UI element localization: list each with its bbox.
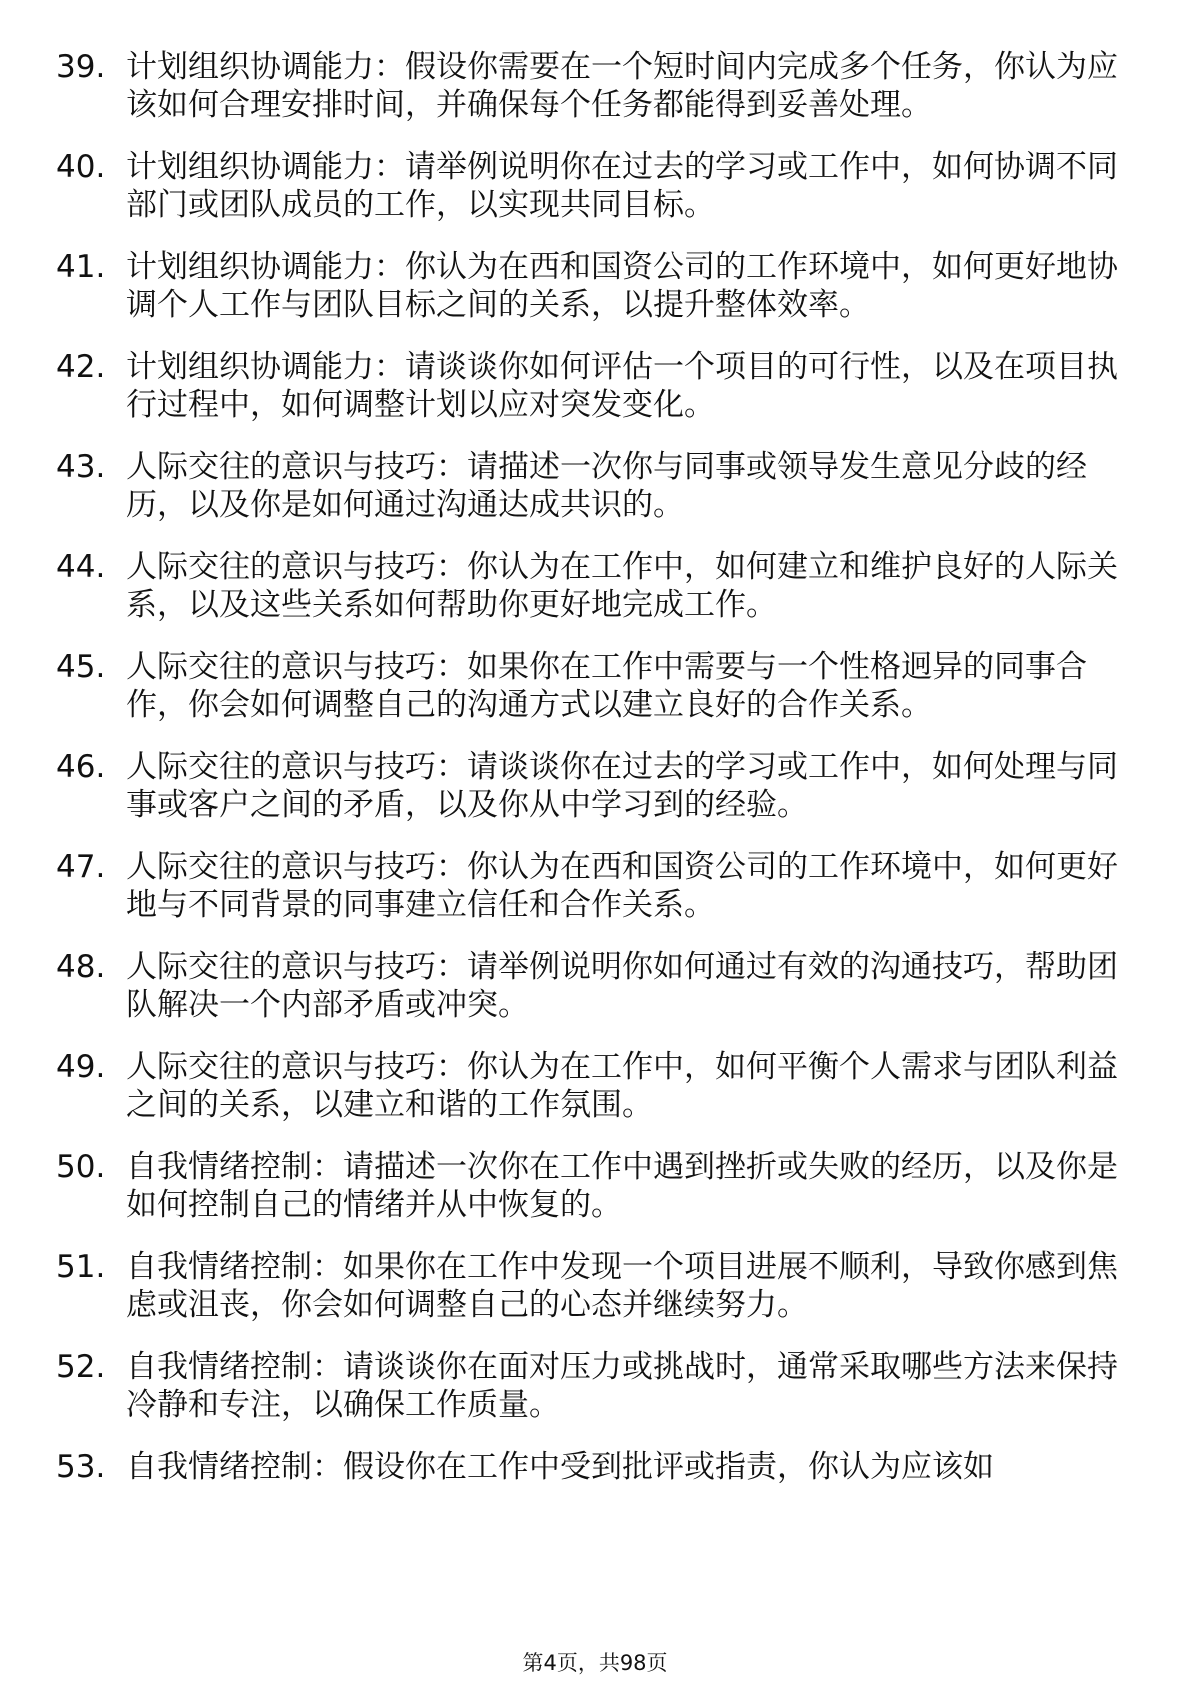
question-list (56, 48, 1136, 1510)
question-item (56, 48, 1136, 124)
question-number: 46. (56, 749, 106, 785)
question-item (56, 1348, 1136, 1424)
question-item (56, 1448, 1136, 1486)
question-number: 53. (56, 1449, 106, 1485)
question-text: 计划组织协调能力：你认为在西和国资公司的工作环境中，如何更好地协调个人工作与团队目标之间的关系，以提升整体效率。 (126, 249, 1118, 323)
question-text: 计划组织协调能力：请谈谈你如何评估一个项目的可行性，以及在项目执行过程中，如何调整计划以应对突发变化。 (126, 349, 1118, 423)
question-text: 人际交往的意识与技巧：请谈谈你在过去的学习或工作中，如何处理与同事或客户之间的矛盾，以及你从中学习到的经验。 (126, 749, 1118, 823)
question-number: 39. (56, 49, 106, 85)
question-number: 49. (56, 1049, 106, 1085)
question-item (56, 148, 1136, 224)
question-number: 50. (56, 1149, 106, 1185)
question-text: 人际交往的意识与技巧：你认为在工作中，如何平衡个人需求与团队利益之间的关系，以建立和谐的工作氛围。 (126, 1049, 1118, 1123)
question-text: 自我情绪控制：请描述一次你在工作中遇到挫折或失败的经历，以及你是如何控制自己的情绪并从中恢复的。 (126, 1149, 1118, 1223)
question-number: 51. (56, 1249, 106, 1285)
question-item (56, 948, 1136, 1024)
question-item (56, 548, 1136, 624)
question-number: 42. (56, 349, 106, 385)
page-footer: 第4页，共98页 (522, 1651, 668, 1675)
question-item (56, 248, 1136, 324)
question-item (56, 1148, 1136, 1224)
question-item (56, 748, 1136, 824)
question-item (56, 448, 1136, 524)
question-text: 人际交往的意识与技巧：如果你在工作中需要与一个性格迥异的同事合作，你会如何调整自己的沟通方式以建立良好的合作关系。 (126, 649, 1087, 723)
question-number: 43. (56, 449, 106, 485)
question-text: 自我情绪控制：如果你在工作中发现一个项目进展不顺利，导致你感到焦虑或沮丧，你会如何调整自己的心态并继续努力。 (126, 1249, 1118, 1323)
question-text: 计划组织协调能力：假设你需要在一个短时间内完成多个任务，你认为应该如何合理安排时间，并确保每个任务都能得到妥善处理。 (126, 49, 1118, 123)
question-number: 47. (56, 849, 106, 885)
question-text: 自我情绪控制：请谈谈你在面对压力或挑战时，通常采取哪些方法来保持冷静和专注，以确保工作质量。 (126, 1349, 1118, 1423)
question-number: 44. (56, 549, 106, 585)
question-item (56, 848, 1136, 924)
question-text: 人际交往的意识与技巧：请举例说明你如何通过有效的沟通技巧，帮助团队解决一个内部矛盾或冲突。 (126, 949, 1118, 1023)
question-item (56, 1248, 1136, 1324)
question-item (56, 648, 1136, 724)
question-item (56, 348, 1136, 424)
question-number: 40. (56, 149, 106, 185)
question-number: 52. (56, 1349, 106, 1385)
question-number: 45. (56, 649, 106, 685)
question-text: 计划组织协调能力：请举例说明你在过去的学习或工作中，如何协调不同部门或团队成员的工作，以实现共同目标。 (126, 149, 1118, 223)
question-number: 41. (56, 249, 106, 285)
question-text: 人际交往的意识与技巧：你认为在西和国资公司的工作环境中，如何更好地与不同背景的同事建立信任和合作关系。 (126, 849, 1118, 923)
question-text: 自我情绪控制：假设你在工作中受到批评或指责，你认为应该如 (126, 1449, 994, 1485)
question-item (56, 1048, 1136, 1124)
question-text: 人际交往的意识与技巧：你认为在工作中，如何建立和维护良好的人际关系，以及这些关系如何帮助你更好地完成工作。 (126, 549, 1118, 623)
question-number: 48. (56, 949, 106, 985)
question-text: 人际交往的意识与技巧：请描述一次你与同事或领导发生意见分歧的经历，以及你是如何通过沟通达成共识的。 (126, 449, 1087, 523)
